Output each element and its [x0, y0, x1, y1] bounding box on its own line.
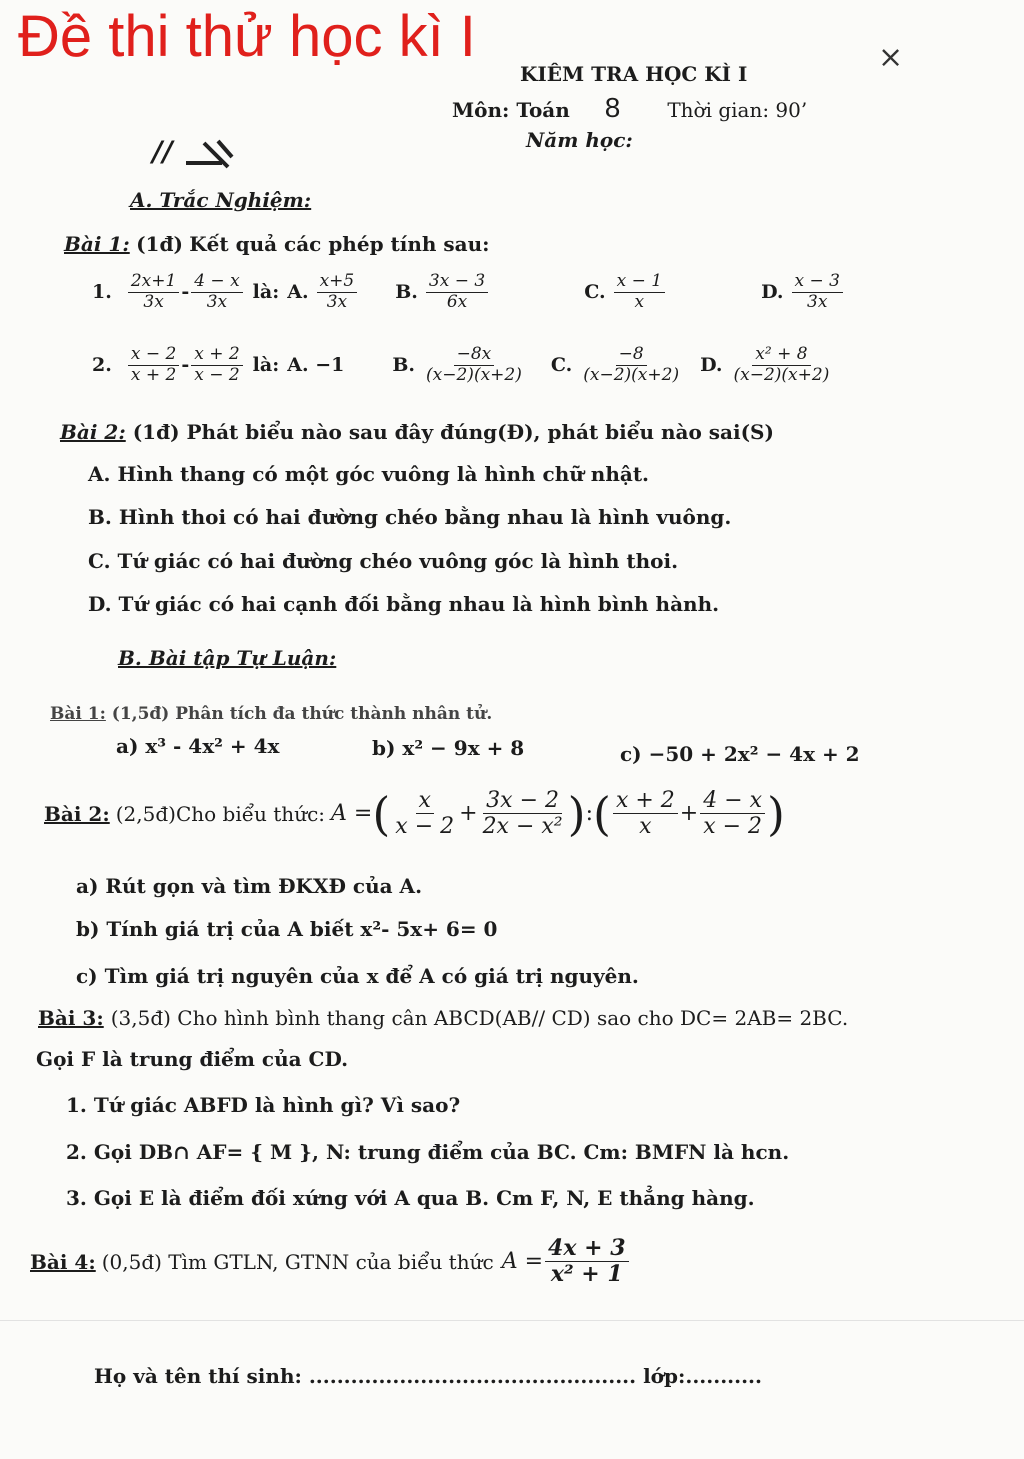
partB-bai3-label: Bài 3:: [38, 1006, 104, 1030]
q1-optD-den: 3x: [807, 291, 828, 312]
q1-optC: [614, 272, 665, 312]
q1-f2-num: 4 − x: [191, 272, 242, 293]
scribble-icon: [182, 137, 242, 171]
partB-bai2-c: c) Tìm giá trị nguyên của x để A có giá trị nguyên.: [76, 964, 639, 988]
q1-optA-num: x+5: [317, 272, 358, 293]
partB-bai1-b: b) x² − 9x + 8: [372, 736, 525, 760]
q1-optA-label: A.: [287, 281, 309, 304]
q1-num: 1.: [92, 281, 112, 304]
q2-f1-num: x − 2: [128, 345, 179, 366]
q1-optC-den: x: [634, 291, 645, 312]
q1-f1-num: 2x+1: [128, 272, 179, 293]
q1-f2-den: 3x: [206, 291, 228, 312]
q2-f1-den: x + 2: [130, 364, 177, 385]
expr-t1-num: x: [416, 788, 434, 814]
partB-bai1-header: [50, 704, 492, 724]
slash-mark-text: //: [152, 135, 173, 168]
expr-t1-den: x − 2: [395, 814, 455, 840]
q1-optD-num: x − 3: [792, 272, 843, 293]
partB-bai1-label: Bài 1:: [50, 704, 106, 724]
statement-c: C. Tứ giác có hai đường chéo vuông góc là hình thoi.: [88, 549, 679, 573]
year-label: Năm học:: [526, 128, 633, 152]
expr-t4-den: x − 2: [703, 814, 763, 840]
q2-frac2: [191, 345, 242, 385]
expr-t2-den: 2x − x²: [482, 814, 563, 840]
q2-optB: [423, 345, 525, 385]
partA-bai2-text: (1đ) Phát biểu nào sau đây đúng(Đ), phát biểu nào sai(S): [132, 420, 774, 444]
partB-bai3-item-3: 3. Gọi E là điểm đối xứng với A qua B. Cm F, N, E thẳng hàng.: [66, 1186, 755, 1210]
partB-bai2-b: b) Tính giá trị của A biết x²- 5x+ 6= 0: [76, 917, 498, 941]
name-dots: ...............................................: [308, 1364, 637, 1388]
q2-optD-num: x² + 8: [752, 345, 810, 366]
bai4-num: 4x + 3: [545, 1236, 628, 1262]
q1-frac2: [191, 272, 242, 312]
q2-num: 2.: [92, 354, 112, 377]
expr-lhs: A =: [331, 801, 373, 827]
partA-bai1-label: Bài 1:: [64, 232, 130, 256]
partB-bai2-text: (2,5đ)Cho biểu thức:: [115, 801, 326, 826]
q2-optB-num: −8x: [454, 345, 495, 366]
partA-bai2-label: Bài 2:: [60, 420, 126, 444]
q1-optB-label: B.: [395, 281, 418, 304]
partA-bai2-header: [60, 420, 774, 444]
expr-t3-den: x: [639, 814, 652, 840]
q2-optD-den: (x−2)(x+2): [733, 364, 830, 385]
q2-optD: [731, 345, 833, 385]
question-2: 2. $\frac{x - 2}{x + 2}$ - $\frac{x + 2}{x - 2}$ là: A. −1 B. $\frac{-8x}{(x-2)(x+2)}$ C. $\frac{-8}{(x-2)(x+2)}$ D. $\frac{\text{x² + 8}}{(x-2)(x+2)}$: [92, 345, 834, 385]
divider: [0, 1320, 1024, 1321]
partB-bai4: [30, 1236, 631, 1288]
expr-t2: [480, 788, 566, 840]
q2-optC-label: C.: [550, 354, 573, 377]
footer: [94, 1364, 762, 1388]
expr-t2-num: 3x − 2: [483, 788, 562, 814]
partB-bai3-item-1: 1. Tứ giác ABFD là hình gì? Vì sao?: [66, 1093, 461, 1117]
corner-mark: ×: [878, 40, 904, 75]
expr-t3-num: x + 2: [613, 788, 678, 814]
q1-optD: [792, 272, 843, 312]
q2-optC: [580, 345, 682, 385]
q2-optB-den: (x−2)(x+2): [426, 364, 522, 385]
subject-line: [452, 92, 807, 124]
q1-frac1: [128, 272, 179, 312]
bai4-frac: [545, 1236, 628, 1288]
expr-t4-num: 4 − x: [700, 788, 765, 814]
q2-f2-num: x + 2: [191, 345, 242, 366]
expr-t1: [392, 788, 457, 840]
class-label: lớp:...........: [643, 1364, 762, 1388]
expr-t3: [613, 788, 678, 840]
partB-bai2-header: Bài 2: (2,5đ)Cho biểu thức: A = ( $\frac{x}{x - 2}$ + $\frac{3x - 2}{\text{2x − x²}}$ ) : ( $\frac{x + 2}{x}$ + $\frac{4 - x}{x - 2}$ ): [44, 786, 785, 841]
partB-bai1-a: a) x³ - 4x² + 4x: [116, 734, 280, 758]
exam-title: KIÊM TRA HỌC KÌ I: [520, 62, 748, 86]
statement-a: A. Hình thang có một góc vuông là hình chữ nhật.: [88, 462, 650, 486]
partA-title: A. Trắc Nghiệm:: [130, 188, 312, 212]
partB-bai3-text: (3,5đ) Cho hình bình thang cân ABCD(AB// CD) sao cho DC= 2AB= 2BC.: [110, 1006, 849, 1030]
q1-f1-den: 3x: [143, 291, 164, 312]
q1-optC-label: C.: [584, 281, 606, 304]
name-label: Họ và tên thí sinh:: [94, 1364, 302, 1388]
bai4-lhs: A =: [501, 1249, 544, 1275]
expr-t4: [700, 788, 765, 840]
q2-is: là:: [252, 354, 280, 377]
partB-bai1-text: (1,5đ) Phân tích đa thức thành nhân tử.: [111, 704, 493, 724]
q1-optD-label: D.: [761, 281, 784, 304]
q1-optA: [317, 272, 358, 312]
q1-optC-num: x − 1: [614, 272, 665, 293]
q1-is: là:: [252, 281, 280, 304]
q2-f2-den: x − 2: [194, 364, 240, 385]
q2-optC-num: −8: [616, 345, 647, 366]
grade: 8: [604, 92, 621, 123]
statement-b: B. Hình thoi có hai đường chéo bằng nhau là hình vuông.: [88, 505, 732, 529]
subject-label: Môn: Toán: [452, 98, 570, 122]
partB-bai4-label: Bài 4:: [30, 1249, 96, 1274]
q2-optD-label: D.: [700, 354, 723, 377]
q1-optB: [426, 272, 488, 312]
bai4-den: x² + 1: [550, 1261, 623, 1288]
partA-bai1-text: Kết quả các phép tính sau:: [189, 232, 490, 256]
q1-optA-den: 3x: [326, 291, 348, 312]
slash-mark: [152, 135, 242, 171]
time-label: Thời gian: 90’: [667, 98, 808, 122]
partB-bai2-label: Bài 2:: [44, 801, 110, 826]
q1-optB-num: 3x − 3: [426, 272, 488, 293]
q2-optC-den: (x−2)(x+2): [583, 364, 680, 385]
q2-optB-label: B.: [392, 354, 416, 377]
partA-bai1-points: (1đ): [136, 232, 183, 256]
q1-optB-den: 6x: [446, 291, 468, 312]
partB-bai3-line2: Gọi F là trung điểm của CD.: [36, 1047, 349, 1071]
partB-bai1-c: c) −50 + 2x² − 4x + 2: [620, 742, 860, 766]
partA-bai1-header: [64, 232, 490, 256]
question-1: 1. $\frac{2x+1}{3x}$ - $\frac{4 - x}{3x}$ là: A. $\frac{x+5}{3x}$ B. $\frac{3x - 3}{6x}$ C. $\frac{x - 1}{x}$ D. $\frac{x - 3}{3x}$: [92, 272, 845, 312]
statement-d: D. Tứ giác có hai cạnh đối bằng nhau là hình bình hành.: [88, 592, 720, 616]
overlay-title: Đề thi thử học kì I: [18, 4, 476, 69]
partB-bai3-header: [38, 1006, 848, 1030]
partB-bai3-item-2: 2. Gọi DB∩ AF= { M }, N: trung điểm của BC. Cm: BMFN là hcn.: [66, 1140, 790, 1164]
partB-bai4-text: (0,5đ) Tìm GTLN, GTNN của biểu thức: [101, 1249, 494, 1274]
q2-frac1: [128, 345, 179, 385]
partB-title: B. Bài tập Tự Luận:: [118, 646, 337, 670]
q2-optA: A. −1: [287, 354, 345, 377]
partB-bai2-a: a) Rút gọn và tìm ĐKXĐ của A.: [76, 874, 423, 898]
